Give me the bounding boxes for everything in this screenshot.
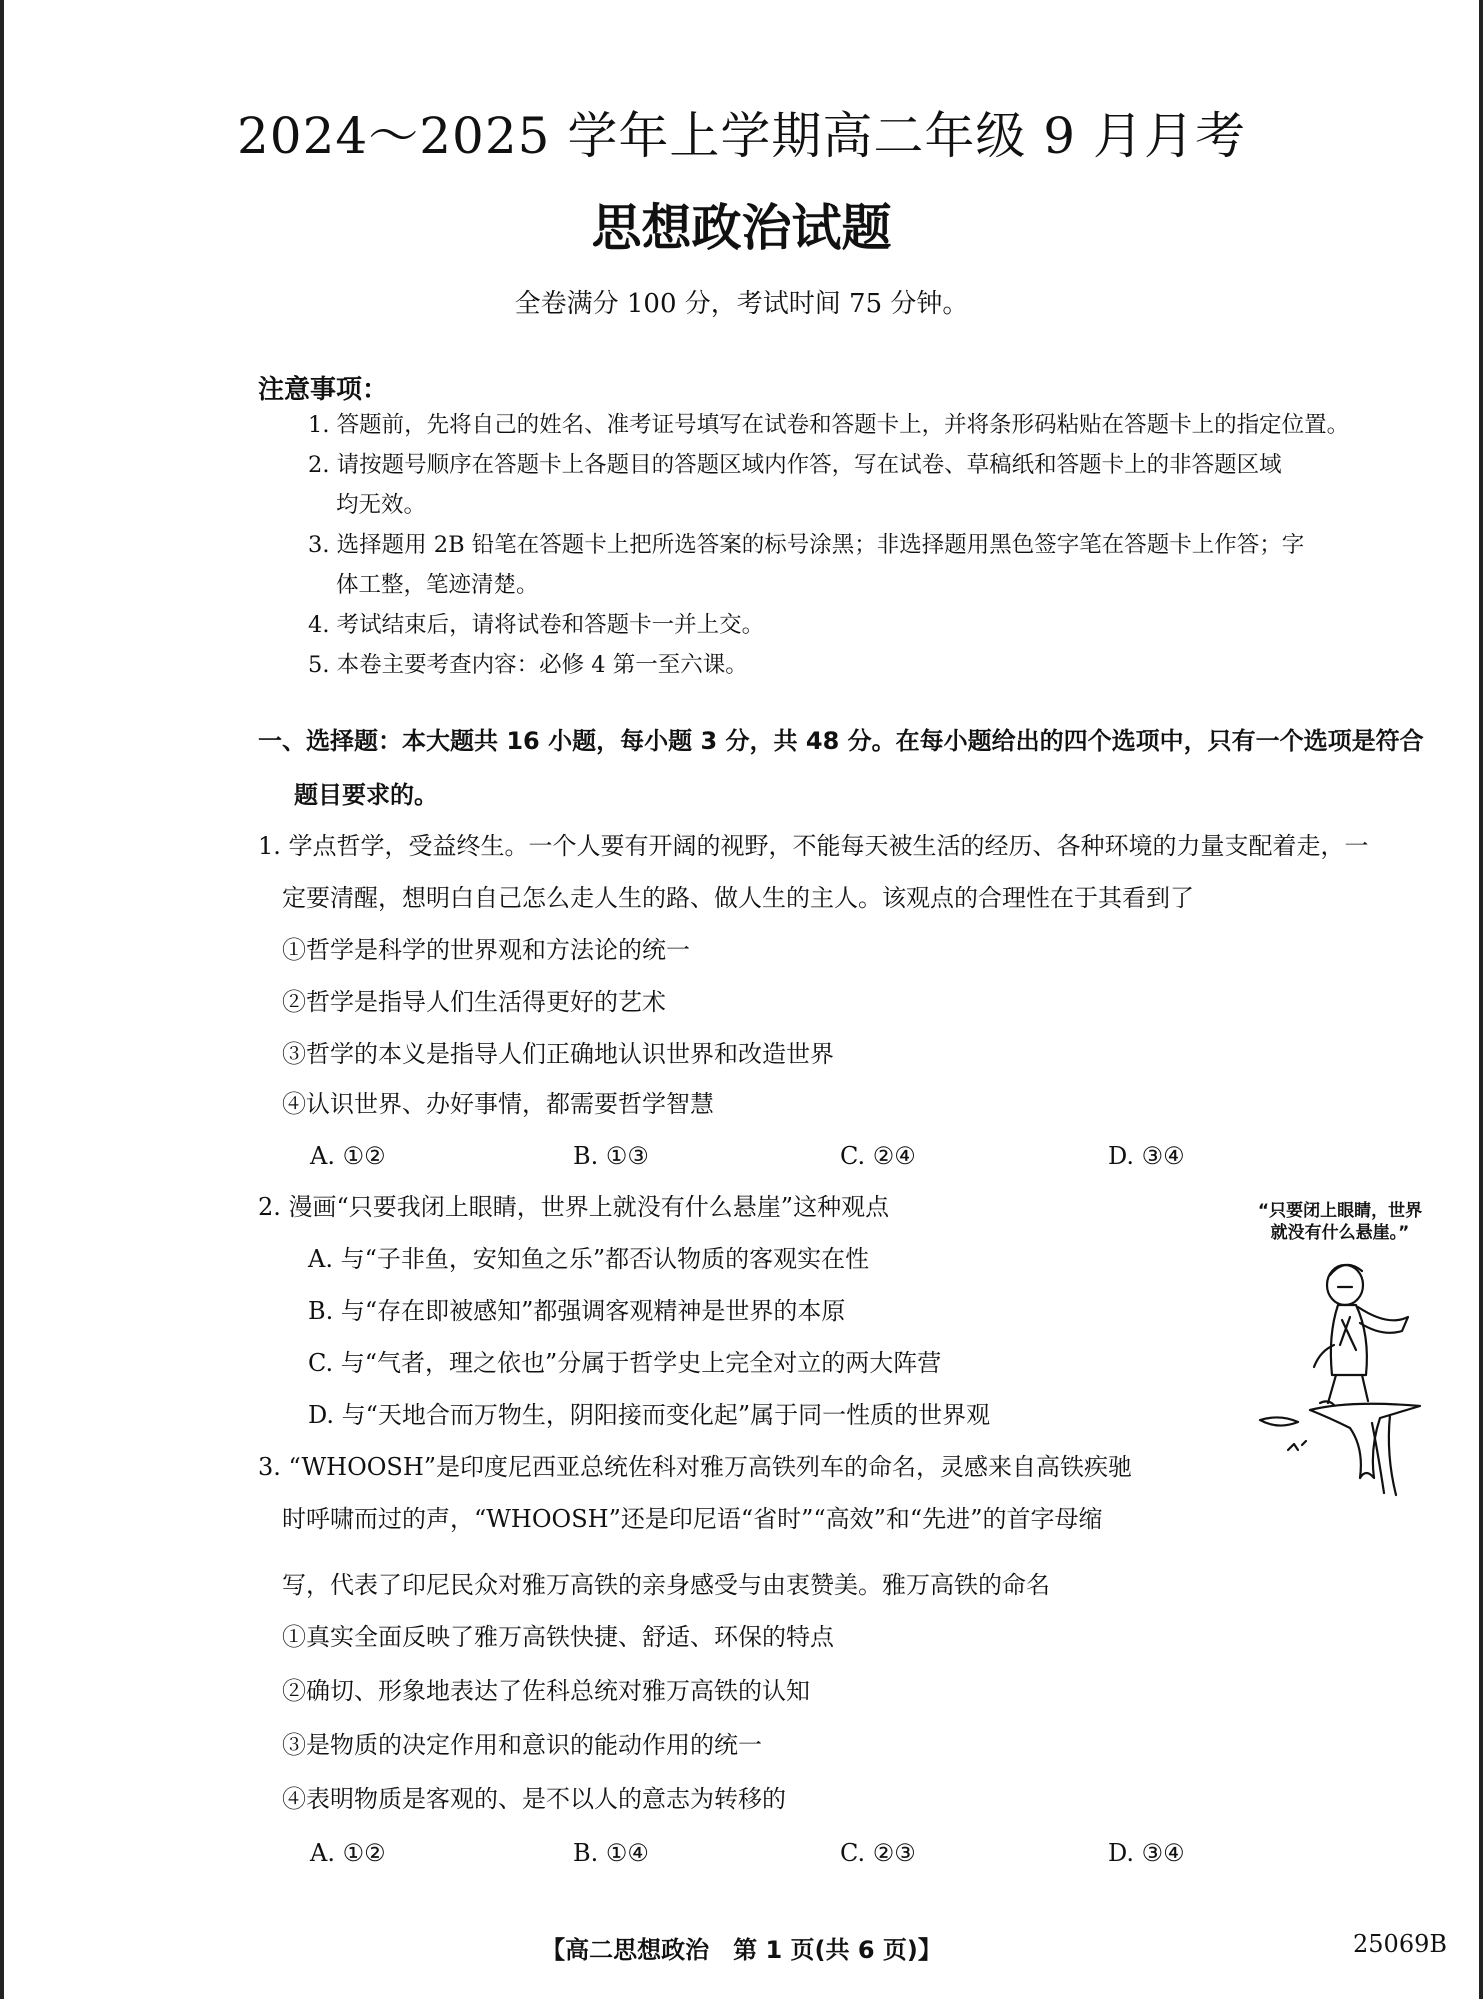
q1-option-d: D. ③④ [1108, 1142, 1185, 1170]
notice-item: 体工整，笔迹清楚。 [336, 572, 539, 598]
q3-option-d: D. ③④ [1108, 1839, 1185, 1867]
q2-stem: 2. 漫画“只要我闭上眼睛，世界上就没有什么悬崖”这种观点 [258, 1193, 890, 1221]
notice-item: 2. 请按题号顺序在答题卡上各题目的答题区域内作答，写在试卷、草稿纸和答题卡上的非答题区域 [308, 452, 1282, 478]
cartoon-caption [1230, 1200, 1450, 1244]
q3-option-c: C. ②③ [840, 1839, 916, 1867]
notice-item: 3. 选择题用 2B 铅笔在答题卡上把所选答案的标号涂黑；非选择题用黑色签字笔在答题卡上作答；字 [308, 532, 1305, 558]
q1-stem-cont: 定要清醒，想明白自己怎么走人生的路、做人生的主人。该观点的合理性在于其看到了 [282, 884, 1194, 912]
q1-option-b: B. ①③ [573, 1142, 649, 1170]
q1-item: ②哲学是指导人们生活得更好的艺术 [282, 988, 666, 1016]
exam-subtitle: 思想政治试题 [591, 199, 892, 257]
cartoon-caption-line: 就没有什么悬崖。” [1270, 1223, 1410, 1243]
paper-code: 25069B [1353, 1930, 1447, 1958]
q2-option-a: A. 与“子非鱼，安知鱼之乐”都否认物质的客观实在性 [308, 1245, 870, 1273]
section-heading-cont: 题目要求的。 [294, 781, 438, 809]
q3-item: ④表明物质是客观的、是不以人的意志为转移的 [282, 1785, 786, 1813]
q1-item: ①哲学是科学的世界观和方法论的统一 [282, 936, 690, 964]
q1-item: ④认识世界、办好事情，都需要哲学智慧 [282, 1090, 714, 1118]
section-heading: 一、选择题：本大题共 16 小题，每小题 3 分，共 48 分。在每小题给出的四个选项中，只有一个选项是符合 [258, 727, 1424, 755]
q2-option-b: B. 与“存在即被感知”都强调客观精神是世界的本原 [308, 1297, 846, 1325]
q3-option-a: A. ①② [310, 1839, 386, 1867]
notice-item: 1. 答题前，先将自己的姓名、准考证号填写在试卷和答题卡上，并将条形码粘贴在答题卡上的指定位置。 [308, 412, 1350, 438]
page-footer: 【高二思想政治 第 1 页(共 6 页)】 [541, 1936, 942, 1964]
q1-option-a: A. ①② [310, 1142, 386, 1170]
q3-item: ②确切、形象地表达了佐科总统对雅万高铁的认知 [282, 1677, 810, 1705]
notice-heading: 注意事项： [258, 375, 389, 405]
q3-item: ③是物质的决定作用和意识的能动作用的统一 [282, 1731, 762, 1759]
q3-stem-cont: 时呼啸而过的声，“WHOOSH”还是印尼语“省时”“高效”和“先进”的首字母缩 [282, 1505, 1103, 1533]
cartoon-cliff-illustration [1250, 1245, 1450, 1505]
q3-option-b: B. ①④ [573, 1839, 649, 1867]
q2-option-c: C. 与“气者，理之依也”分属于哲学史上完全对立的两大阵营 [308, 1349, 942, 1377]
q3-stem: 3. “WHOOSH”是印度尼西亚总统佐科对雅万高铁列车的命名，灵感来自高铁疾驰 [258, 1453, 1133, 1481]
q1-option-c: C. ②④ [840, 1142, 916, 1170]
q3-item: ①真实全面反映了雅万高铁快捷、舒适、环保的特点 [282, 1623, 834, 1651]
q1-stem: 1. 学点哲学，受益终生。一个人要有开阔的视野，不能每天被生活的经历、各种环境的力量支配着走，一 [258, 832, 1369, 860]
q3-stem-cont: 写，代表了印尼民众对雅万高铁的亲身感受与由衷赞美。雅万高铁的命名 [282, 1571, 1050, 1599]
exam-info: 全卷满分 100 分，考试时间 75 分钟。 [514, 289, 969, 319]
notice-item: 4. 考试结束后，请将试卷和答题卡一并上交。 [308, 612, 765, 638]
cartoon-caption-line: “只要闭上眼睛，世界 [1257, 1201, 1423, 1221]
exam-title: 2024～2025 学年上学期高二年级 9 月月考 [237, 107, 1246, 165]
notice-item: 5. 本卷主要考查内容：必修 4 第一至六课。 [308, 652, 748, 678]
q1-item: ③哲学的本义是指导人们正确地认识世界和改造世界 [282, 1040, 834, 1068]
notice-item: 均无效。 [336, 492, 427, 518]
q2-option-d: D. 与“天地合而万物生，阴阳接而变化起”属于同一性质的世界观 [308, 1401, 991, 1429]
